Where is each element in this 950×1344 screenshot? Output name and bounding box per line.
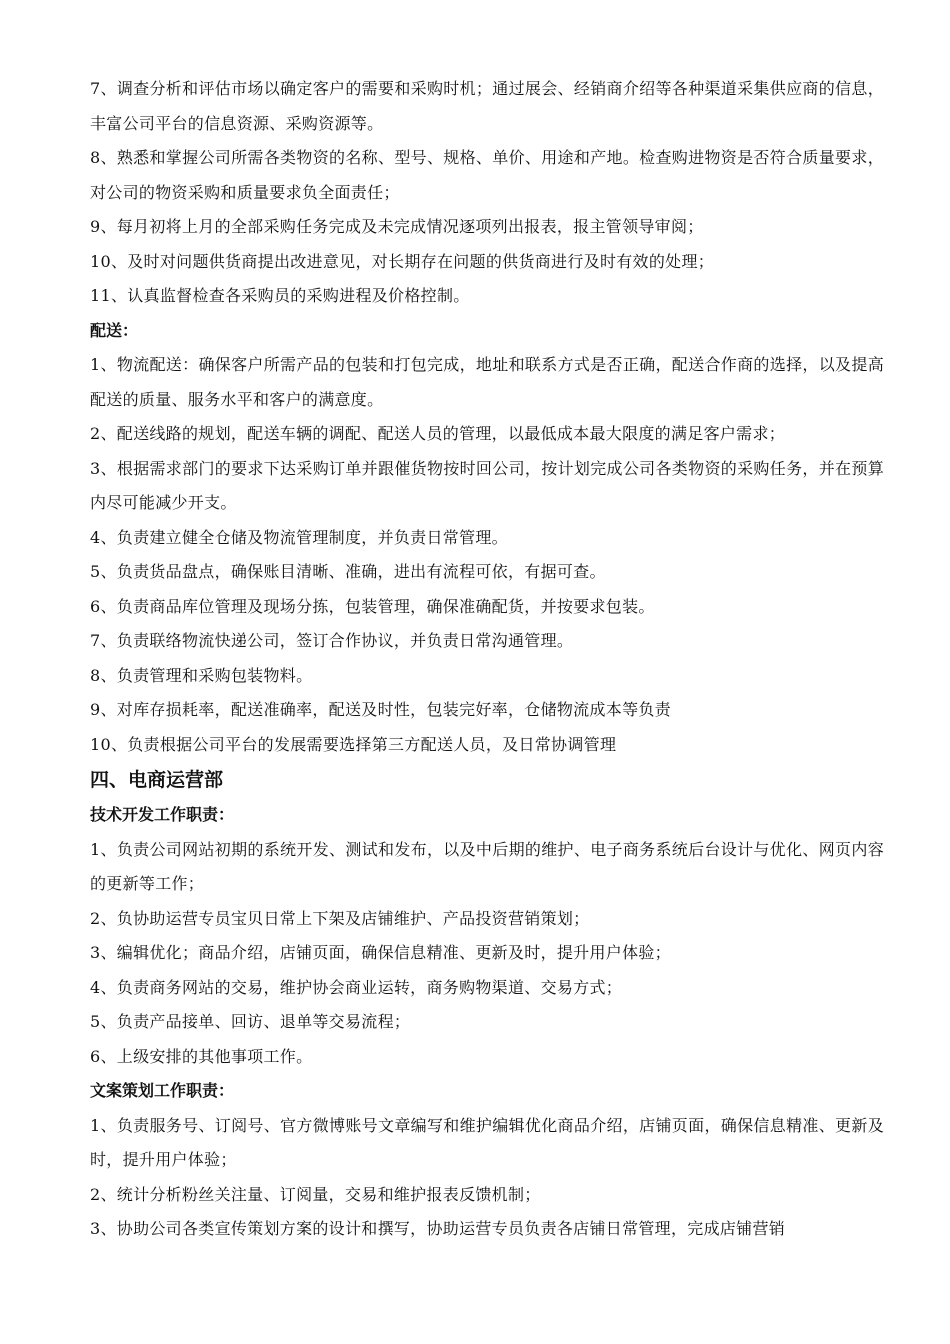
paragraph: 2、统计分析粉丝关注量、订阅量，交易和维护报表反馈机制； [90,1184,541,1204]
section-heading: 四、电商运营部 [90,769,224,791]
paragraph: 3、编辑优化；商品介绍，店铺页面，确保信息精准、更新及时，提升用户体验； [90,943,671,962]
subsection-heading: 文案策划工作职责： [90,1081,235,1100]
paragraph: 5、负责产品接单、回访、退单等交易流程； [90,1012,411,1031]
paragraph: 2、负协助运营专员宝贝日常上下架及店铺维护、产品投资营销策划； [90,908,590,928]
subsection-heading: 技术开发工作职责： [90,805,235,824]
paragraph: 3、根据需求部门的要求下达采购订单并跟催货物按时回公司，按计划完成公司各类物资的采购任务，并在预算内尽可能减少开支。 [90,458,884,512]
paragraph: 2、配送线路的规划，配送车辆的调配、配送人员的管理，以最低成本最大限度的满足客户需求； [90,424,786,443]
paragraph: 8、负责管理和采购包装物料。 [90,665,313,685]
paragraph: 7、负责联络物流快递公司，签订合作协议，并负责日常沟通管理。 [90,631,574,650]
paragraph: 5、负责货品盘点，确保账目清晰、准确，进出有流程可依，有据可查。 [90,562,606,581]
paragraph: 4、负责商务网站的交易，维护协会商业运转，商务购物渠道、交易方式； [90,977,623,997]
paragraph: 8、熟悉和掌握公司所需各类物资的名称、型号、规格、单价、用途和产地。检查购进物资是否符合质量要求，对公司的物资采购和质量要求负全面责任； [90,148,884,202]
subsection-heading: 配送： [90,320,139,340]
paragraph: 9、每月初将上月的全部采购任务完成及未完成情况逐项列出报表，报主管领导审阅； [90,217,704,236]
paragraph: 10、负责根据公司平台的发展需要选择第三方配送人员，及日常协调管理 [90,734,617,754]
paragraph: 4、负责建立健全仓储及物流管理制度，并负责日常管理。 [90,527,508,547]
paragraph: 10、及时对问题供货商提出改进意见，对长期存在问题的供货商进行及时有效的处理； [90,251,715,271]
paragraph: 1、负责公司网站初期的系统开发、测试和发布，以及中后期的维护、电子商务系统后台设计与优化、网页内容的更新等工作； [90,839,884,893]
paragraph: 11、认真监督检查各采购员的采购进程及价格控制。 [90,286,470,305]
paragraph: 7、调查分析和评估市场以确定客户的需要和采购时机；通过展会、经销商介绍等各种渠道采集供应商的信息，丰富公司平台的信息资源、采购资源等。 [90,79,884,133]
paragraph: 1、物流配送：确保客户所需产品的包装和打包完成，地址和联系方式是否正确，配送合作商的选择，以及提高配送的质量、服务水平和客户的满意度。 [90,355,884,409]
paragraph: 9、对库存损耗率，配送准确率，配送及时性，包装完好率，仓储物流成本等负责 [90,700,671,719]
paragraph: 1、负责服务号、订阅号、官方微博账号文章编写和维护编辑优化商品介绍，店铺页面，确保信息精准、更新及时，提升用户体验； [90,1115,884,1169]
paragraph: 6、负责商品库位管理及现场分拣，包装管理，确保准确配货，并按要求包装。 [90,596,655,616]
paragraph: 6、上级安排的其他事项工作。 [90,1046,313,1066]
paragraph: 3、协助公司各类宣传策划方案的设计和撰写，协助运营专员负责各店铺日常管理，完成店铺营销 [90,1219,786,1238]
